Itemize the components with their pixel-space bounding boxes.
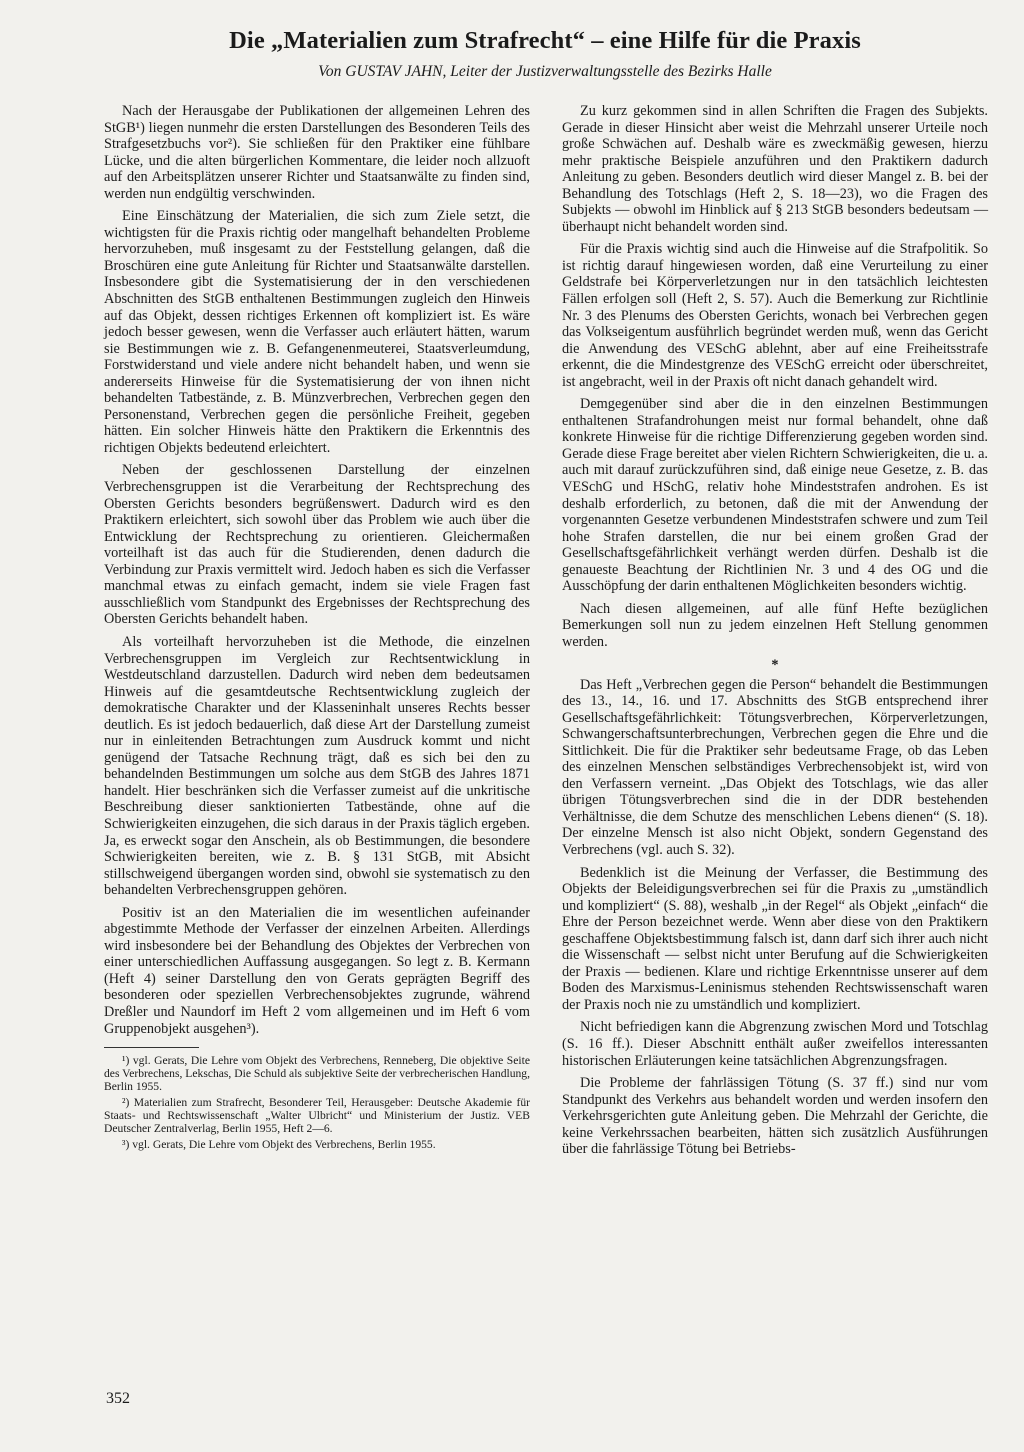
footnote: ¹) vgl. Gerats, Die Lehre vom Objekt des Verbrechens, Renneberg, Die objektive Seite des Verbrechens, Lekschas, Die Schuld als subjektive Seite der verbrecherischen Handlung, Berlin 1955.: [104, 1054, 530, 1094]
footnote: ³) vgl. Gerats, Die Lehre vom Objekt des Verbrechens, Berlin 1955.: [122, 1138, 436, 1152]
paragraph: Das Heft „Verbrechen gegen die Person“ behandelt die Bestimmungen des 13., 14., 16. und 17. Abschnitts des StGB entsprechend ihrer Gesellschaftsgefährlichkeit: Tötungsverbrechen, Körperverletzungen, Schwangerschaftsunterbrechungen, Verbrechen gegen die Ehre und die Sittlichkeit. Die für die Praktiker sehr bedeutsame Frage, ob das Leben des einzelnen Menschen selbständiges Verbrechensobjekt ist, wird von den Verfassern verneint. „Das Objekt des Totschlags, wie das aller übrigen Tötungsverbrechen sind die in der DDR bestehenden Verhältnisse, die dem Schutze des menschlichen Lebens dienen“ (S. 18). Der einzelne Mensch ist also nicht Objekt, sondern Gegenstand des Verbrechens (vgl. auch S. 32).: [562, 676, 988, 858]
paragraph: Nicht befriedigen kann die Abgrenzung zwischen Mord und Totschlag (S. 16 ff.). Dieser Abschnitt enthält außer zweifellos interessanten historischen Erläuterungen keine tatsächlichen Abgrenzungsfragen.: [562, 1019, 988, 1069]
article-title: Die „Materialien zum Strafrecht“ – eine Hilfe für die Praxis: [229, 27, 861, 54]
paragraph: Nach diesen allgemeinen, auf alle fünf Hefte bezüglichen Bemerkungen soll nun zu jedem einzelnen Heft Stellung genommen werden.: [562, 600, 988, 650]
paragraph: Nach der Herausgabe der Publikationen der allgemeinen Lehren des StGB¹) liegen nunmehr die ersten Darstellungen des Besonderen Teils des Strafgesetzbuchs vor²). Sie schließen für den Praktiker eine fühlbare Lücke, und die alten bürgerlichen Kommentare, die leider noch allzuoft auf den Arbeitsplätzen unserer Richter und Staatsanwälte zu finden sind, werden nun endgültig verschwinden.: [104, 103, 530, 202]
article-byline: Von GUSTAV JAHN, Leiter der Justizverwaltungsstelle des Bezirks Halle: [318, 63, 772, 80]
section-separator: *: [771, 656, 779, 673]
left-column: [104, 103, 530, 1154]
paragraph: Bedenklich ist die Meinung der Verfasser, die Bestimmung des Objekts der Beleidigungsverbrechen sei für die Praxis zu „umständlich und kompliziert“ (S. 88), weshalb „in der Regel“ als Objekt „einfach“ die Ehre der Person bezeichnet werde. Wenn aber diese von den Praktikern geschaffene Objektsbestimmung falsch ist, dann darf sich ihrer auch nicht die Wissenschaft — selbst nicht unter Berufung auf die Schwierigkeiten der Praxis — bedienen. Klare und richtige Erkenntnisse unserer auf dem Boden des Marxismus-Leninismus stehenden Rechtswissenschaft waren der Praxis noch nie zu umständlich und kompliziert.: [562, 864, 988, 1013]
paragraph: Als vorteilhaft hervorzuheben ist die Methode, die einzelnen Verbrechensgruppen im Vergleich zur Rechtsentwicklung in Westdeutschland darzustellen. Dadurch wird neben dem bedeutsamen Hinweis auf die gesamtdeutsche Rechtsentwicklung zugleich der demokratische Charakter und der Klasseninhalt unseres Rechts besser deutlich. Es ist jedoch bedauerlich, daß diese Art der Darstellung zumeist nur in einleitenden Betrachtungen zum Ausdruck kommt und nicht genügend der Tatsache Rechnung trägt, daß es sich bei den zu behandelnden Bestimmungen um solche aus dem StGB des Jahres 1871 handelt. Hier beschränken sich die Verfasser zumeist auf die unkritische Beschreibung dieser sanktionierten Tatbestände, ohne auf die Schwierigkeiten einzugehen, die sich daraus in der Praxis täglich ergeben. Ja, es erweckt sogar den Anschein, als ob Bestimmungen, die besondere Schwierigkeiten bereiten, wie z. B. § 131 StGB, mit Absicht stillschweigend übergangen worden sind, obwohl sie systematisch zu den behandelten Verbrechensgruppen gehören.: [104, 633, 530, 899]
paragraph: Für die Praxis wichtig sind auch die Hinweise auf die Strafpolitik. So ist richtig darauf hingewiesen worden, daß eine Verurteilung zu einer Geldstrafe bei Körperverletzungen nur in den tatsächlich leichtesten Fällen erfolgen soll (Heft 2, S. 57). Auch die Bemerkung zur Richtlinie Nr. 3 des Plenums des Obersten Gerichts, wonach bei Verbrechen gegen das Volkseigentum ausführlich begründet werden muß, wenn das Gericht die Anwendung des VESchG ablehnt, aber auf eine Freiheitsstrafe erkennt, die die Mindestgrenze des VESchG erreicht oder überschreitet, ist angebracht, weil in der Praxis oft nicht danach gehandelt wird.: [562, 241, 988, 390]
right-column: [562, 103, 988, 1164]
paragraph: Demgegenüber sind aber die in den einzelnen Bestimmungen enthaltenen Strafandrohungen meist nur formal behandelt, ohne daß konkrete Hinweise für die richtige Differenzierung gegeben worden sind. Gerade diese Frage bereitet aber vielen Richtern Schwierigkeiten, die u. a. auch mit darauf zurückzuführen sind, daß einige neue Gesetze, z. B. das VESchG und HSchG, relativ hohe Mindeststrafen androhen. Es ist deshalb erforderlich, zu betonen, daß die mit der Anwendung der vorgenannten Gesetze verbundenen Mindeststrafen schwere und zum Teil hohe Strafen darstellen, die nur bei einem großen Grad der Gesellschaftsgefährlichkeit verhängt werden dürfen. Deshalb ist die genaueste Beachtung der Richtlinien Nr. 3 und 4 des OG und die Ausschöpfung der darin enthaltenen Möglichkeiten besonders wichtig.: [562, 396, 988, 595]
footnote: ²) Materialien zum Strafrecht, Besonderer Teil, Herausgeber: Deutsche Akademie für Staats- und Rechtswissenschaft „Walter Ulbricht“ und Ministerium der Justiz. VEB Deutscher Zentralverlag, Berlin 1955, Heft 2—6.: [104, 1096, 530, 1136]
page-number: 352: [106, 1390, 130, 1407]
paragraph: Eine Einschätzung der Materialien, die sich zum Ziele setzt, die wichtigsten für die Praxis richtig oder mangelhaft behandelten Probleme hervorzuheben, muß insgesamt zu der Feststellung gelangen, daß die Broschüren eine gute Anleitung für Richter und Staatsanwälte darstellen. Insbesondere gibt die Systematisierung der in den verschiedenen Abschnitten des StGB enthaltenen Bestimmungen zugleich den Hinweis auf das Objekt, dessen richtiges Erkennen oft kompliziert ist. Es wäre jedoch besser gewesen, wenn die Verfasser auch erläutert hätten, warum sie Bestimmungen wie z. B. Gefangenenmeuterei, Staatsverleumdung, Forstwiderstand und viele andere nicht behandelt haben, und wenn sie andererseits Hinweise für die Systematisierung der von ihnen nicht behandelten Tatbestände, z. B. Münzverbrechen, Verbrechen gegen den Personenstand, Verbrechen gegen die persönliche Freiheit, gegeben hätten. Ein solcher Hinweis hätte den Praktikern die Erkenntnis des richtigen Objekts bedeutend erleichtert.: [104, 208, 530, 456]
paragraph: Positiv ist an den Materialien die im wesentlichen aufeinander abgestimmte Methode der Verfasser der einzelnen Arbeiten. Allerdings wird insbesondere bei der Behandlung des Objektes der Verbrechen von einer unterschiedlichen Auffassung ausgegangen. So legt z. B. Kermann (Heft 4) seiner Darstellung den von Gerats geprägten Begriff des besonderen oder speziellen Verbrechensobjektes zugrunde, während Dreßler und Naundorf im Heft 2 vom allgemeinen und im Heft 6 vom Gruppenobjekt ausgehen³).: [104, 904, 530, 1037]
paragraph: Zu kurz gekommen sind in allen Schriften die Fragen des Subjekts. Gerade in dieser Hinsicht aber weist die Mehrzahl unserer Urteile noch große Schwächen auf. Deshalb wäre es zweckmäßig gewesen, hierzu mehr praktische Beispiele anzuführen und den Praktikern dadurch Anleitung zu geben. Besonders deutlich wird dieser Mangel z. B. bei der Behandlung des Totschlags (Heft 2, S. 18—23), wo die Fragen des Subjekts — obwohl im Hinblick auf § 213 StGB besonders bedeutsam — überhaupt nicht behandelt worden sind.: [562, 103, 988, 235]
paragraph: Neben der geschlossenen Darstellung der einzelnen Verbrechensgruppen ist die Verarbeitung der Rechtsprechung des Obersten Gerichts besonders begrüßenswert. Dadurch wird es den Praktikern erleichtert, sich sowohl über das Problem wie auch über die Entwicklung der Rechtsprechung zu orientieren. Gleichermaßen vorteilhaft ist das auch für die Studierenden, denen dadurch die Verbindung zur Praxis vermittelt wird. Jedoch haben es sich die Verfasser manchmal etwas zu einfach gemacht, indem sie viele Fragen fast ausschließlich vom Standpunkt des Ergebnisses der Rechtsprechung des Obersten Gerichts behandelt haben.: [104, 462, 530, 628]
paragraph: Die Probleme der fahrlässigen Tötung (S. 37 ff.) sind nur vom Standpunkt des Verkehrs aus behandelt worden und werden insofern den Verkehrsgerichten gute Anleitung geben. Die Mehrzahl der Gerichte, die keine Verkehrssachen bearbeiten, hätten sich zusätzlich Ausführungen über die fahrlässige Tötung bei Betriebs-: [562, 1075, 988, 1158]
footnote-rule: [104, 1047, 199, 1048]
